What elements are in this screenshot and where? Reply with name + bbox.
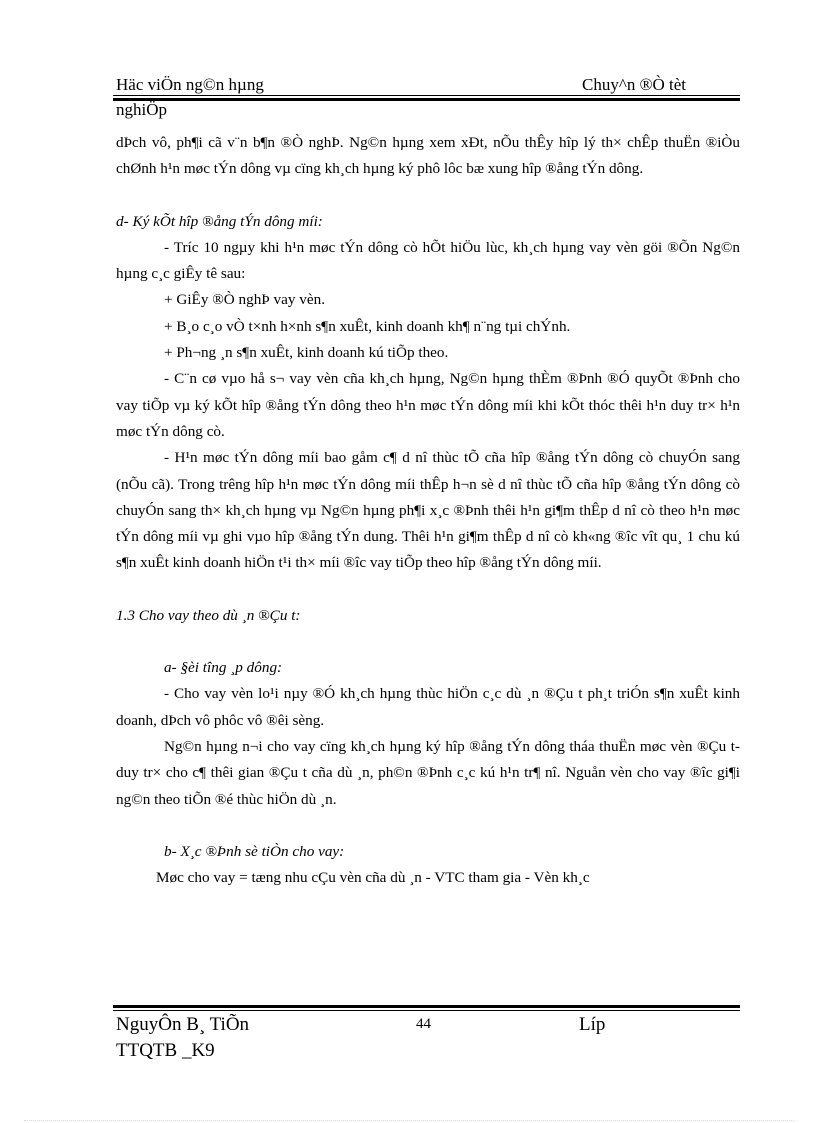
header-rule-thin: [113, 95, 740, 96]
formula-line: Møc cho vay = tæng nhu cÇu vèn cña dù ¸n - VTC tham gia - Vèn kh¸c: [156, 869, 590, 887]
paragraph-appraisal: - C¨n cø vµo hå s¬ vay vèn cña kh¸ch hµng, Ng©n hµng thÈm ®Þnh ®Ó quyÕt ®Þnh cho vay tiÕp vµ ký kÕt hîp ®ång tÝn dông theo h¹n møc tÝn dông míi khi kÕt thóc thêi h¹n duy tr× h¹n møc tÝn dông cò.: [116, 370, 740, 440]
paragraph-purpose: - Cho vay vèn lo¹i nµy ®Ó kh¸ch hµng thùc hiÖn c¸c dù ¸n ®Çu t ph¸t triÓn s¶n xuÊt kinh doanh, dÞch vô phôc vô ®êi sèng.: [116, 685, 740, 729]
footer-class-id: TTQTB _K9: [116, 1040, 215, 1061]
header-institution: Häc viÖn ng©n hµng: [116, 75, 264, 94]
paragraph-agreement: Ng©n hµng n¬i cho vay cïng kh¸ch hµng ký hîp ®ång tÝn dông tháa thuËn møc vèn ®Çu t duy tr× cho c¶ thêi gian ®Çu t cña dù ¸n, ph©n ®Þnh c¸c kú h¹n tr¶ nî. Nguån vèn cho vay ®îc gi¶i ng©n theo tiÕn ®é thùc hiÖn dù ¸n.: [116, 737, 740, 808]
paragraph-new-limit: - H¹n møc tÝn dông míi bao gåm c¶ d nî thùc tÕ cña hîp ®ång tÝn dông cò chuyÓn sang (nÕu cã). Trong trêng hîp h¹n møc tÝn dông míi thÊp h¬n sè d nî thùc tÕ cña hîp ®ång tÝn dông cò chuyÓn sang th× kh¸ch hµng vµ Ng©n hµng ph¶i x¸c ®Þnh thêi h¹n gi¶m thÊp d nî cò theo h¹n møc tÝn dông míi vµ ghi vµo hîp ®ång tÝn dung. Thêi h¹n gi¶m thÊp d nî cò kh«ng ®îc vît qu¸ 1 chu kú s¶n xuÊt kinh doanh hiÖn t¹i th× míi ®îc vay tiÕp theo hîp ®ång tÝn dông míi.: [116, 449, 740, 572]
section-heading-b: b- X¸c ®Þnh sè tiÒn cho vay:: [164, 842, 345, 860]
footer-rule-thin: [113, 1010, 740, 1011]
page-bottom-edge: [24, 1120, 794, 1121]
list-item: + Ph¬ng ¸n s¶n xuÊt, kinh doanh kú tiÕp theo.: [164, 344, 449, 362]
list-item: + GiÊy ®Ò nghÞ vay vèn.: [164, 291, 325, 309]
header-title: Chuy^n ®Ò tèt: [582, 75, 687, 94]
list-item: + B¸o c¸o vÒ t×nh h×nh s¶n xuÊt, kinh doanh kh¶ n¨ng tµi chÝnh.: [164, 317, 571, 335]
document-body: [116, 130, 740, 891]
paragraph-intro: dÞch vô, ph¶i cã v¨n b¶n ®Ò nghÞ. Ng©n hµng xem xÐt, nÕu thÊy hîp lý th× chÊp thuËn ®iÒu chØnh h¹n møc tÝn dông vµ cïng kh¸ch hµng ký phô lôc bæ xung hîp ®ång tÝn dông.: [116, 134, 740, 178]
header-title-continued: nghiÖp: [116, 100, 167, 119]
page-number: 44: [416, 1016, 431, 1032]
footer-author: NguyÔn B¸ TiÕn: [116, 1014, 250, 1035]
section-heading-d: d- Ký kÕt hîp ®ång tÝn dông míi:: [116, 212, 323, 230]
header-rule-thick: [113, 98, 740, 101]
footer-rule-thick: [113, 1005, 740, 1008]
footer-class-label: Líp: [579, 1014, 606, 1035]
section-heading-a: a- §èi tîng ¸p dông:: [164, 659, 283, 677]
paragraph-documents: - Tríc 10 ngµy khi h¹n møc tÝn dông cò hÕt hiÖu lùc, kh¸ch hµng vay vèn göi ®Õn Ng©n hµng c¸c giÊy tê sau:: [116, 238, 740, 283]
section-heading-1-3: 1.3 Cho vay theo dù ¸n ®Çu t:: [116, 606, 301, 624]
